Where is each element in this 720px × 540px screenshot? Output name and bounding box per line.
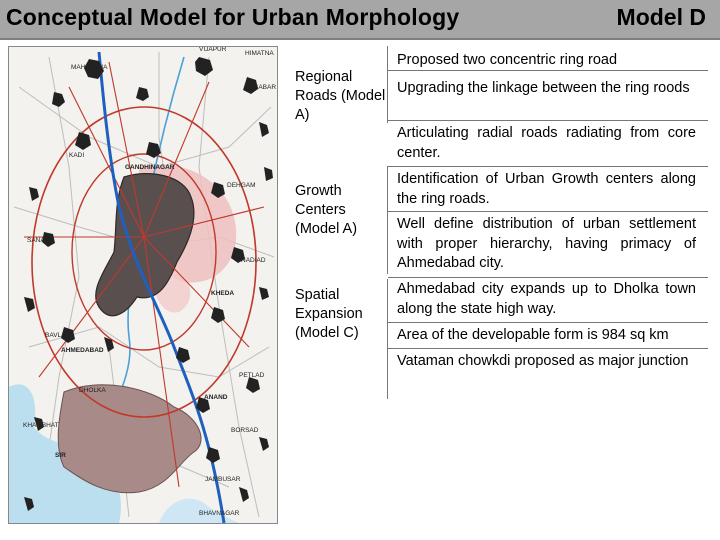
place-label: MAHESANA <box>71 64 108 71</box>
place-label: KHAMBHAT <box>23 422 59 429</box>
row-divider <box>388 211 708 212</box>
category-growth-centers: Growth Centers (Model A) <box>295 183 358 237</box>
row-divider <box>388 348 708 349</box>
model-table <box>288 46 708 396</box>
place-label: VIJAPUR <box>199 47 227 53</box>
row-divider <box>388 322 708 323</box>
item-cell: Articulating radial roads radiating from core center. <box>397 125 696 161</box>
category-regional-roads: Regional Roads (Model A) <box>295 69 386 123</box>
place-label: BHAVNAGAR <box>199 510 240 517</box>
place-label: GANDHINAGAR <box>125 164 175 171</box>
place-label: SIR <box>55 452 66 459</box>
item-cell: Ahmedabad city expands up to Dholka town along the state high way. <box>397 281 696 317</box>
item-cell: Proposed two concentric ring road <box>397 52 618 68</box>
place-label: NADIAD <box>241 257 266 264</box>
place-label: AHMEDABAD <box>61 347 104 354</box>
column-divider <box>387 166 388 274</box>
place-label: JAMBUSAR <box>205 476 241 483</box>
title-bar <box>0 0 720 40</box>
item-cell: Area of the developable form is 984 sq km <box>397 327 669 343</box>
place-label: ANAND <box>204 394 228 401</box>
model-label: Model D <box>616 4 706 30</box>
map-drawing <box>9 47 277 523</box>
place-label: KHEDA <box>211 290 235 297</box>
place-label: KADI <box>69 152 85 159</box>
place-label: BAVLA <box>45 332 66 339</box>
place-label: BORSAD <box>231 427 259 434</box>
row-divider <box>388 120 708 121</box>
row-divider <box>388 277 708 278</box>
item-cell: Vataman chowkdi proposed as major junction <box>397 353 689 369</box>
place-label: PETLAD <box>239 372 265 379</box>
item-cell: Identification of Urban Growth centers along the ring roads. <box>397 171 696 207</box>
slide-title: Conceptual Model for Urban Morphology <box>6 4 460 30</box>
urban-morphology-map <box>8 46 278 524</box>
row-divider <box>388 166 708 167</box>
column-divider <box>387 46 388 123</box>
category-spatial-expansion: Spatial Expansion (Model C) <box>295 287 363 341</box>
item-cell: Upgrading the linkage between the ring roods <box>397 80 690 96</box>
item-cell: Well define distribution of urban settlement with proper hierarchy, having primacy of Ahmedabad city. <box>397 216 696 271</box>
place-label: SANAND <box>27 237 55 244</box>
column-divider <box>387 279 388 399</box>
place-label: DEHGAM <box>227 182 256 189</box>
place-label: HIMATNA <box>245 50 274 57</box>
place-label: DHOLKA <box>79 387 106 394</box>
place-label: SABAR <box>254 84 277 91</box>
